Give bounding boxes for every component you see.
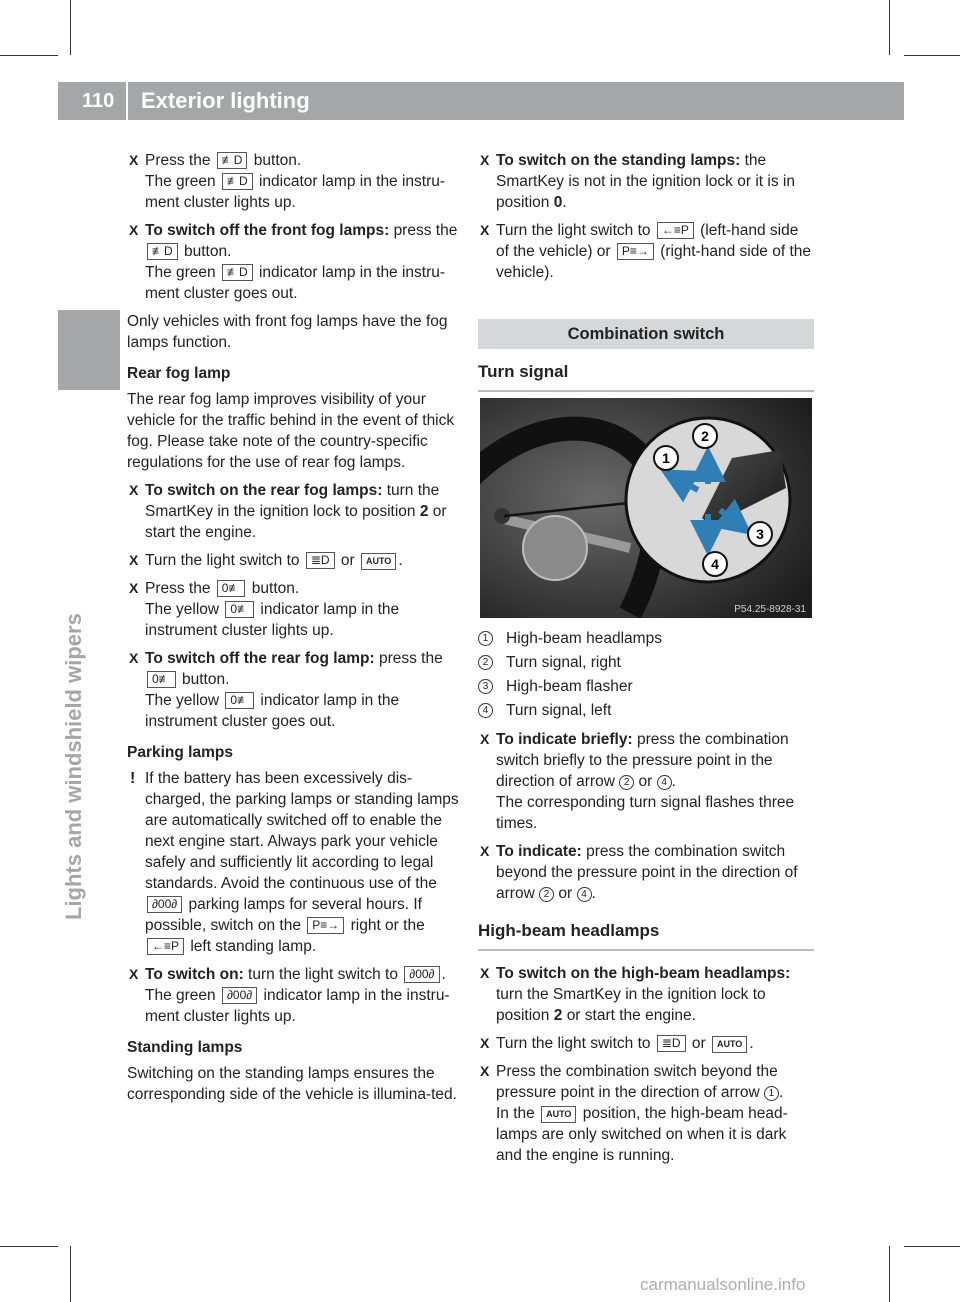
crop-mark [0,1246,58,1247]
step-text: . [591,885,596,902]
crop-mark [889,1246,890,1302]
crop-mark [0,55,58,56]
svg-text:4: 4 [711,556,719,572]
rear-fog-icon: 0≢ [147,671,176,688]
position-value: 2 [553,1007,563,1024]
step-text: . [398,552,403,569]
warning-text: parking lamps for several hours. If possible, switch on the [145,896,422,934]
side-tab-text: Lights and windshield wipers [61,613,86,920]
rear-fog-icon: 0≢ [225,601,254,618]
step-text: press the combination switch beyond the pressure point in the direction of arrow [496,843,798,902]
position-value: 2 [419,503,429,520]
step-text: . [441,966,446,983]
crop-mark [70,1246,71,1302]
step-text: . [562,194,567,211]
step-text: indicator lamp in the instru-ment cluster goes out. [145,264,446,302]
front-fog-icon: ≢D [222,173,253,190]
section-title: Combination switch [478,319,814,349]
step-text: Turn the light switch to [496,222,651,239]
left-column [127,150,462,1112]
step-text: turn the light switch to [248,966,398,983]
step-text: Press the combination switch beyond the pressure point in the direction of arrow [496,1063,778,1101]
step-bold: To switch on the rear fog lamps: [145,482,383,499]
paragraph: Only vehicles with front fog lamps have the fog lamps function. [127,313,448,351]
figure-code: P54.25-8928-31 [734,604,806,615]
step-bold: To indicate: [496,843,582,860]
left-standing-lamp-icon: ←≡P [657,222,694,239]
step-marker: X [129,580,139,596]
step-bold: To switch on: [145,966,244,983]
step-text: . [749,1035,754,1052]
front-fog-icon: ≢D [222,264,253,281]
auto-icon: AUTO [361,553,396,570]
step-text: The yellow [145,692,220,709]
header-separator [126,82,128,120]
caption-item [478,628,814,649]
step-text: the SmartKey is not in the ignition lock or it is in position [496,152,795,211]
page-title: Exterior lighting [141,88,310,113]
caption-item [478,652,814,673]
step-marker: X [480,1063,490,1079]
step-text: (left-hand side of the vehicle) or [496,222,799,260]
crop-mark [904,55,960,56]
instruction-step [478,729,814,834]
step-marker: X [129,650,139,666]
step-marker: X [480,731,490,747]
step-text: indicator lamp in the instru-ment cluster lights up. [145,173,446,211]
combination-switch-illustration [480,398,812,618]
instruction-step [478,220,814,283]
parking-lamp-icon: ∂00∂ [404,966,439,983]
step-text: indicator lamp in the instru-ment cluster lights up. [145,987,450,1025]
svg-text:2: 2 [701,428,709,444]
instruction-step [478,841,814,904]
right-standing-lamp-icon: P≡→ [617,243,654,260]
paragraph: The rear fog lamp improves visibility of your vehicle for the traffic behind in the event of thick fog. Please take note of the country-specific regulations for the use of rear fog lamps. [127,391,455,471]
instruction-step [478,1061,814,1166]
step-marker: X [480,843,490,859]
step-bold: To switch off the front fog lamps: [145,222,390,239]
callout-number: 2 [478,655,493,670]
callout-1 [654,446,678,470]
callout-number: 2 [619,775,634,790]
step-bold: To switch on the standing lamps: [496,152,741,169]
warning-text: left standing lamp. [190,938,317,955]
step-text: The green [145,264,216,281]
step-text: press the combination switch briefly to the pressure point in the direction of arrow [496,731,789,790]
subheading-high-beam: High-beam headlamps [478,920,814,951]
warning-icon: ! [130,770,136,787]
step-text: position, the high-beam head-lamps are only switched on when it is dark and the engine is running. [496,1105,788,1164]
low-beam-icon: ≣D [306,552,335,569]
step-text: or start the engine. [566,1007,696,1024]
step-text: . [671,773,676,790]
step-text: button. [251,580,300,597]
step-marker: X [129,482,139,498]
instruction-step [127,648,462,732]
step-text: or [691,1035,706,1052]
crop-mark [70,0,71,55]
side-tab-label [59,613,89,920]
callout-number: 1 [478,631,493,646]
instruction-step [127,150,462,213]
step-text: The green [145,173,216,190]
heading-standing-lamps: Standing lamps [127,1039,243,1056]
low-beam-icon: ≣D [657,1035,686,1052]
auto-icon: AUTO [541,1106,576,1123]
step-text: turn the SmartKey in the ignition lock to position [496,986,766,1024]
step-text: or start the engine. [145,503,447,541]
step-bold: To switch on the high-beam headlamps: [496,965,791,982]
step-text: button. [253,152,302,169]
caption-text: High-beam headlamps [506,630,662,647]
callout-number: 4 [577,887,592,902]
instruction-step [478,150,814,213]
svg-text:3: 3 [756,526,764,542]
svg-text:1: 1 [662,450,670,466]
callout-number: 3 [478,679,493,694]
caption-item [478,700,814,721]
step-text: Press the [145,152,211,169]
right-standing-lamp-icon: P≡→ [307,917,344,934]
callout-number: 4 [478,703,493,718]
callout-number: 1 [764,1086,779,1101]
step-text: button. [182,671,230,688]
combination-switch-figure [480,398,812,618]
step-text: Turn the light switch to [496,1035,651,1052]
step-marker: X [129,152,139,168]
instruction-step [478,1033,814,1054]
page-number: 110 [82,90,115,112]
callout-2 [693,424,717,448]
step-marker: X [129,966,139,982]
side-tab-block [58,310,120,390]
step-text: or [638,773,653,790]
parking-lamp-icon: ∂00∂ [222,987,257,1004]
warning-text: If the battery has been excessively dis-charged, the parking lamps or standing lamps are automatically switched off to enable the next engine start. Always park your vehicle safely and sufficiently lit according to legal standards. Avoid the continuous use of the [145,770,459,892]
rear-fog-icon: 0≢ [225,692,254,709]
warning-note [127,768,462,957]
step-text: Turn the light switch to [145,552,300,569]
callout-number: 2 [539,887,554,902]
crop-mark [904,1246,960,1247]
crop-mark [889,0,890,55]
instruction-step [127,480,462,543]
callout-number: 4 [657,775,672,790]
step-marker: X [129,552,139,568]
step-marker: X [480,965,490,981]
step-text: button. [183,243,232,260]
caption-text: Turn signal, left [506,702,612,719]
subheading-turn-signal: Turn signal [478,361,814,392]
step-text: indicator lamp in the instrument cluster lights up. [145,601,400,639]
step-text: The yellow [145,601,220,618]
callout-3 [748,522,772,546]
position-value: 0 [553,194,563,211]
step-marker: X [480,1035,490,1051]
step-text: In the [496,1105,535,1122]
front-fog-icon: ≢D [147,243,178,260]
step-text: Press the [145,580,211,597]
step-text: press the [393,222,458,239]
front-fog-icon: ≢D [217,152,248,169]
step-text: press the [378,650,443,667]
callout-4 [703,552,727,576]
step-text: or [558,885,573,902]
step-text: The green [145,987,216,1004]
parking-lamp-icon: ∂00∂ [147,896,182,913]
rear-fog-icon: 0≢ [217,580,246,597]
instruction-step [127,964,462,1027]
right-column [478,150,814,1173]
step-text: . [778,1084,784,1101]
step-marker: X [480,152,490,168]
step-bold: To indicate briefly: [496,731,633,748]
step-text: turn the SmartKey in the ignition lock to position [145,482,440,520]
step-text: indicator lamp in the instrument cluster goes out. [145,692,400,730]
instruction-step [127,550,462,571]
caption-item [478,676,814,697]
caption-text: High-beam flasher [506,678,633,695]
step-bold: To switch off the rear fog lamp: [145,650,375,667]
instruction-step [127,578,462,641]
instruction-step [478,963,814,1026]
watermark: carmanualsonline.info [640,1275,806,1294]
heading-parking-lamps: Parking lamps [127,744,233,761]
heading-rear-fog: Rear fog lamp [127,365,231,382]
paragraph: Switching on the standing lamps ensures the corresponding side of the vehicle is illumina-ted. [127,1065,457,1103]
steering-wheel-hub [523,516,587,580]
step-text: The corresponding turn signal flashes three times. [496,794,795,832]
warning-text: right or the [350,917,425,934]
step-marker: X [480,222,490,238]
step-text: (right-hand side of the vehicle). [496,243,812,281]
caption-text: Turn signal, right [506,654,621,671]
step-marker: X [129,222,139,238]
instruction-step [127,220,462,304]
step-text: or [340,552,355,569]
auto-icon: AUTO [712,1036,747,1053]
left-standing-lamp-icon: ←≡P [147,938,184,955]
